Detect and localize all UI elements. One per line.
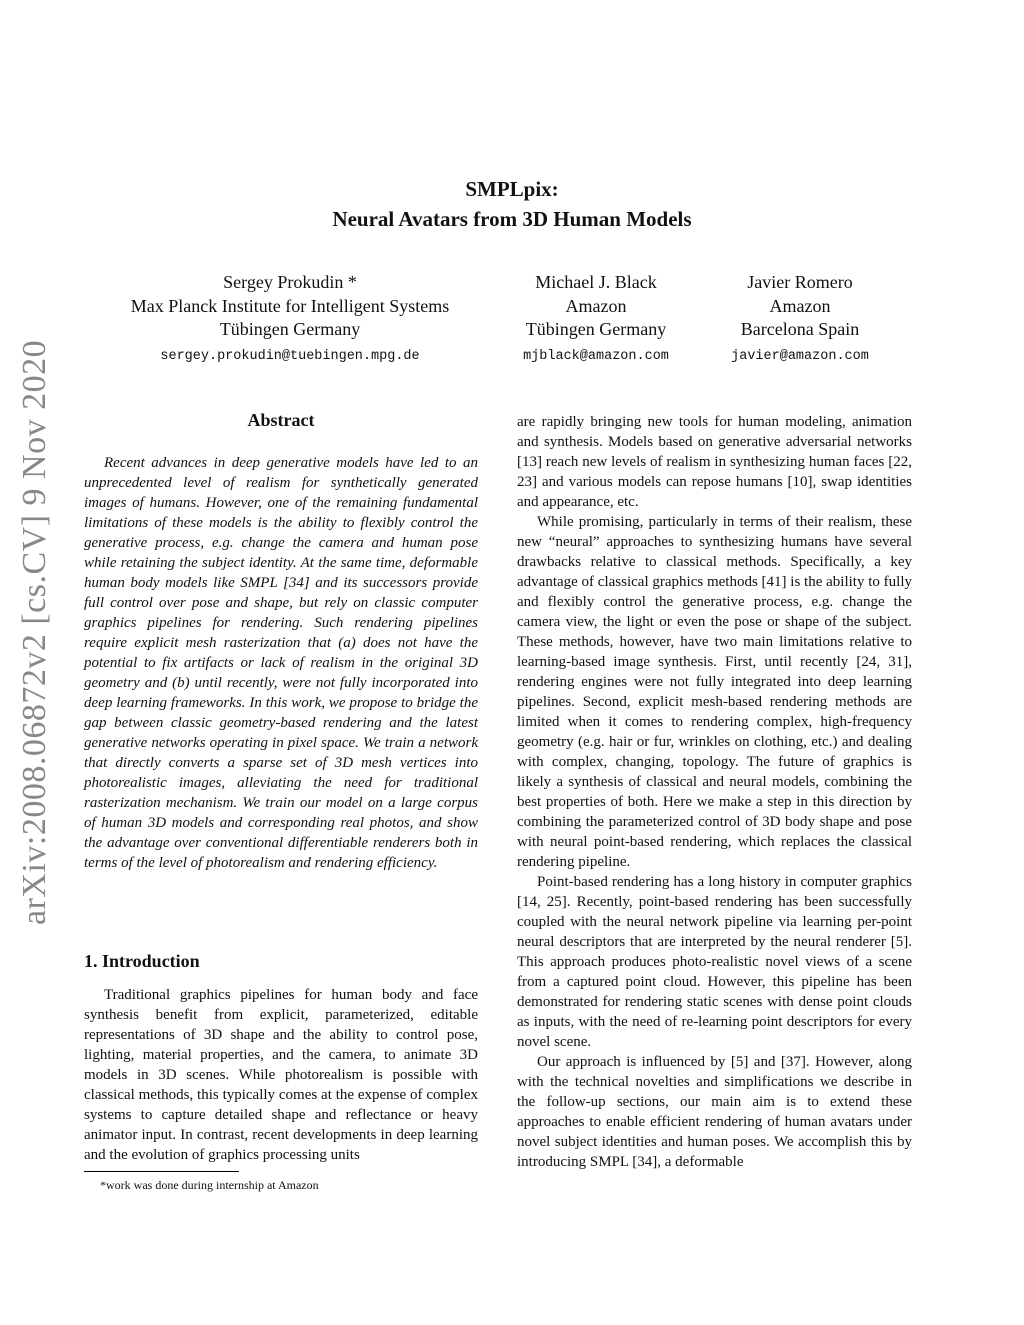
abstract-text: Recent advances in deep generative models have led to an unprecedented level of realism for synthetically generated images of humans. However, one of the remaining fundamental limitations of these models is the ability to flexibly control the generative process, e.g. change the camera and human pose while retaining the subject identity. At the same time, deformable human body models like SMPL [34] and its successors provide full control over pose and shape, but rely on classic computer graphics pipelines for rendering. Such rendering pipelines require explicit mesh rasterization that (a) does not have the potential to fix artifacts or lack of realism in the original 3D geometry and (b) until recently, were not fully incorporated into deep learning frameworks. In this work, we propose to bridge the gap between classic geometry-based rendering and the latest generative networks operating in pixel space. We train a network that directly converts a sparse set of 3D mesh vertices into photorealistic images, alleviating the need for traditional rasterization mechanism. We train our model on a large corpus of human 3D models and corresponding real photos, and show the advantage over conventional differentiable renderers both in terms of the level of photorealism and rendering efficiency. — [84, 455, 478, 871]
paper-title-line1: SMPLpix: — [465, 177, 559, 201]
author-block-1 — [90, 271, 490, 368]
author-location: Tübingen Germany — [525, 319, 667, 339]
right-column — [517, 412, 912, 1172]
author-name: Javier Romero — [747, 272, 853, 292]
abstract-heading: Abstract — [247, 410, 315, 430]
author-email[interactable]: sergey.prokudin@tuebingen.mpg.de — [160, 348, 420, 364]
paragraph: are rapidly bringing new tools for human modeling, animation and synthesis. Models based on generative adversarial networks [13] reach new levels of realism in synthesizing human faces [22, 23] and various models can repose humans [10], swap identities and appearance, etc. — [517, 414, 912, 510]
author-location: Barcelona Spain — [740, 319, 860, 339]
paragraph: Point-based rendering has a long history in computer graphics [14, 25]. Recently, point-based rendering has been successfully coupled with the neural network pipeline via learning per-point neural descriptors that are interpreted by the neural renderer [5]. This approach produces photo-realistic novel views of a scene from a captured point cloud. However, this pipeline has been demonstrated for rendering static scenes with dense point clouds as inputs, with the need of re-learning point descriptors for every novel scene. — [517, 874, 912, 1050]
author-affiliation: Max Planck Institute for Intelligent Systems — [130, 295, 450, 316]
paragraph: Traditional graphics pipelines for human body and face synthesis benefit from explicit, parameterized, editable representations of 3D shape and the ability to control pose, lighting, material properties, and the camera, to animate 3D models in 3D scenes. While photorealism is possible with classical methods, this typically comes at the expense of complex systems to capture detailed shape and reflectance or heavy animator input. In contrast, recent developments in deep learning and the evolution of graphics processing units — [84, 987, 478, 1163]
section-heading-introduction: 1. Introduction — [84, 951, 200, 971]
author-name: Michael J. Black — [535, 272, 657, 292]
footnote: *work was done during internship at Amazon — [100, 1178, 319, 1192]
author-name: Sergey Prokudin * — [223, 272, 357, 292]
author-affiliation: Amazon — [565, 295, 627, 316]
abstract-body — [84, 453, 478, 873]
intro-column-left — [84, 985, 478, 1165]
author-location: Tübingen Germany — [219, 319, 361, 339]
author-email[interactable]: javier@amazon.com — [731, 348, 869, 364]
paragraph: Our approach is influenced by [5] and [37]. However, along with the technical novelties and simplifications we describe in the follow-up sections, our main aim is to extend these approaches to enable efficient rendering of human avatars under novel subject identities and human poses. We accomplish this by introducing SMPL [34], a deformable — [517, 1054, 912, 1170]
author-block-3 — [700, 271, 900, 368]
author-email[interactable]: mjblack@amazon.com — [523, 348, 669, 364]
author-affiliation: Amazon — [769, 295, 831, 316]
author-block-2 — [496, 271, 696, 368]
arxiv-identifier: arXiv:2008.06872v2 [cs.CV] 9 Nov 2020 — [16, 339, 53, 925]
paper-title-line2: Neural Avatars from 3D Human Models — [332, 207, 692, 231]
footnote-rule — [84, 1171, 239, 1172]
paragraph: While promising, particularly in terms of their realism, these new “neural” approaches to synthesizing humans have several drawbacks relative to classical methods. Specifically, a key advantage of classical graphics methods [41] is the ability to fully and flexibly control the generative process, e.g. change the camera view, the light or even the pose or shape of the subject. These methods, however, have two main limitations relative to learning-based image synthesis. First, until recently [24, 31], rendering engines were not fully integrated into deep learning pipelines. Second, explicit mesh-based rendering methods are limited when it comes to rendering complex, high-frequency geometry (e.g. hair or fur, wrinkles on clothing, etc.) and dealing with complex, changing, topology. The future of graphics is likely a synthesis of classical and neural models, combining the best properties of both. Here we make a step in this direction by combining the parameterized control of 3D body shape and pose with neural point-based rendering, which replaces the classical rendering pipeline. — [517, 514, 912, 870]
